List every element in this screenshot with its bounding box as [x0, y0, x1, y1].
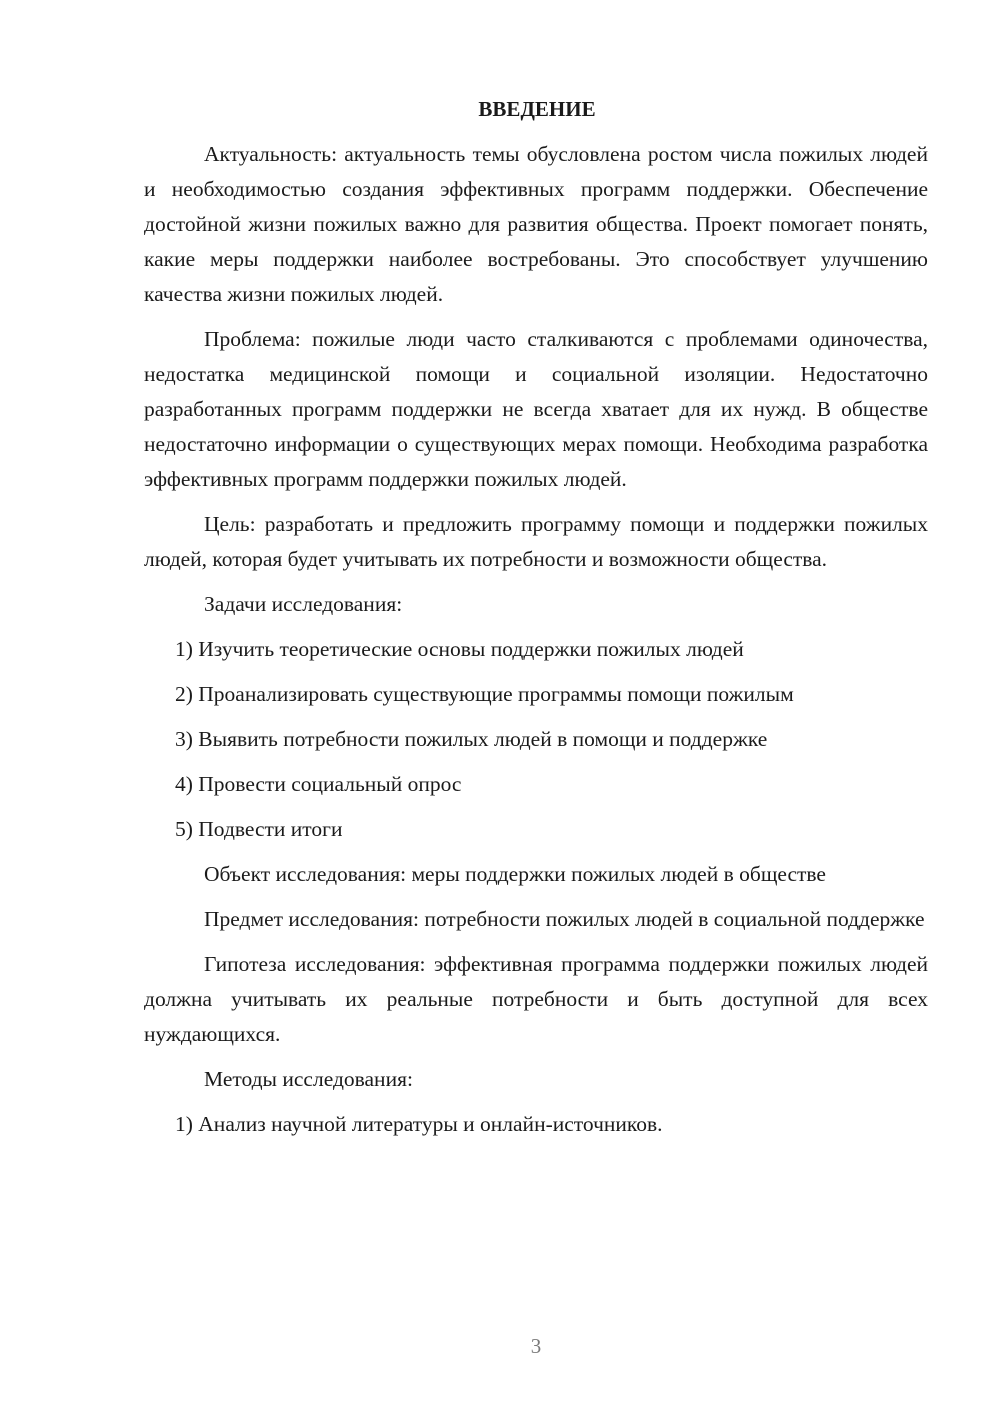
tasks-list: [144, 632, 928, 847]
task-item: 5) Подвести итоги: [175, 817, 343, 841]
section-title: ВВЕДЕНИЕ: [478, 97, 596, 121]
method-item: 1) Анализ научной литературы и онлайн-источников.: [175, 1112, 663, 1136]
tasks-heading: Задачи исследования:: [204, 592, 403, 616]
relevance-paragraph: Актуальность: актуальность темы обусловлена ростом числа пожилых людей и необходимостью создания эффективных программ поддержки. Обеспечение достойной жизни пожилых важно для развития общества. Проект помогает понять, какие меры поддержки наиболее востребованы. Это способствует улучшению качества жизни пожилых людей.: [144, 142, 928, 306]
task-item: 3) Выявить потребности пожилых людей в помощи и поддержке: [175, 727, 768, 751]
hypothesis-paragraph: Гипотеза исследования: эффективная программа поддержки пожилых людей должна учитывать их реальные потребности и быть доступной для всех нуждающихся.: [144, 952, 928, 1046]
task-item: 1) Изучить теоретические основы поддержки пожилых людей: [175, 637, 744, 661]
subject-paragraph: Предмет исследования: потребности пожилых людей в социальной поддержке: [204, 907, 925, 931]
document-page: [144, 92, 928, 1152]
page-number: 3: [530, 1334, 542, 1358]
task-item: 4) Провести социальный опрос: [175, 772, 462, 796]
object-paragraph: Объект исследования: меры поддержки пожилых людей в обществе: [204, 862, 826, 886]
methods-list: [144, 1107, 928, 1142]
task-item: 2) Проанализировать существующие программы помощи пожилым: [175, 682, 794, 706]
goal-paragraph: Цель: разработать и предложить программу помощи и поддержки пожилых людей, которая будет учитывать их потребности и возможности общества.: [144, 512, 928, 571]
problem-paragraph: Проблема: пожилые люди часто сталкиваются с проблемами одиночества, недостатка медицинской помощи и социальной изоляции. Недостаточно разработанных программ поддержки не всегда хватает для их нужд. В обществе недостаточно информации о существующих мерах помощи. Необходима разработка эффективных программ поддержки пожилых людей.: [144, 327, 928, 491]
methods-heading: Методы исследования:: [204, 1067, 413, 1091]
